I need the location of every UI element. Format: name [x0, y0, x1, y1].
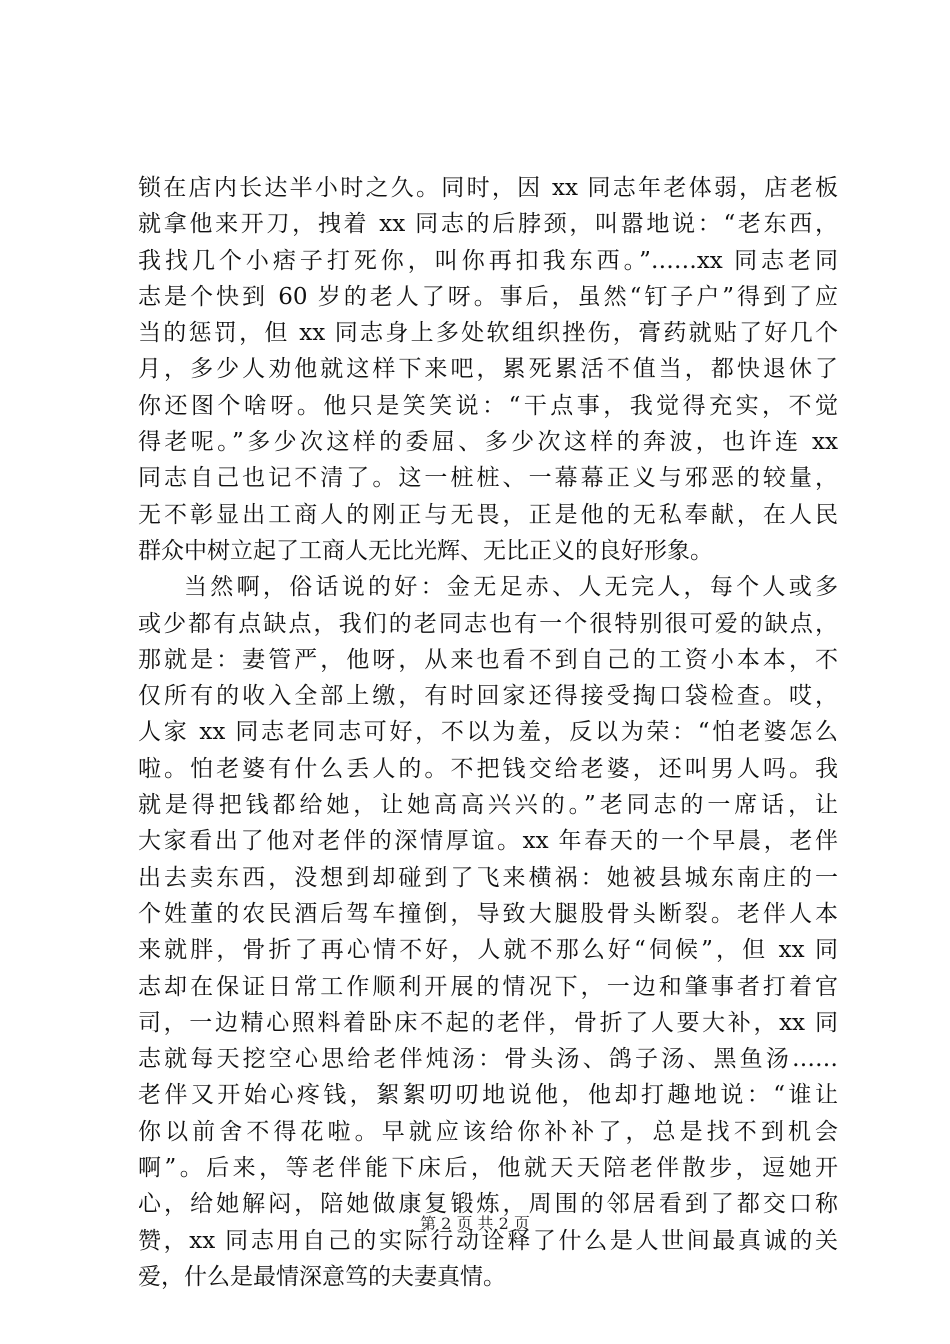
- text-line: 月，多少人劝他就这样下来吧，累死累活不值当，都快退休了: [138, 356, 838, 383]
- text-line: 仅所有的收入全部上缴，有时回家还得接受掏口袋检查。哎，: [138, 683, 838, 710]
- text-line: 赞，xx 同志用自己的实际行动诠释了什么是人世间最真诚的关: [138, 1227, 838, 1254]
- text-line: 你还图个啥呀。他只是笑笑说：“干点事，我觉得充实，不觉: [138, 392, 838, 419]
- text-line: 人家 xx 同志老同志可好，不以为羞，反以为荣：“怕老婆怎么: [138, 719, 838, 746]
- paragraph-end-line: 群众中树立起了工商人无比光辉、无比正义的良好形象。: [138, 537, 713, 564]
- text-line: 无不彰显出工商人的刚正与无畏，正是他的无私奉献，在人民: [138, 501, 838, 528]
- text-line: 心，给她解闷，陪她做康复锻炼，周围的邻居看到了都交口称: [138, 1191, 838, 1218]
- text-line: 志却在保证日常工作顺利开展的情况下，一边和肇事者打着官: [138, 973, 838, 1000]
- body-text: [138, 170, 838, 1295]
- paragraph-first-line: 当然啊，俗话说的好：金无足赤、人无完人，每个人或多: [184, 574, 838, 601]
- text-line: 得老呢。”多少次这样的委屈、多少次这样的奔波，也许连 xx: [138, 429, 838, 456]
- paragraph-end-line: 爱，什么是最情深意笃的夫妻真情。: [138, 1263, 506, 1290]
- text-line: 来就胖，骨折了再心情不好，人就不那么好“伺候”，但 xx 同: [138, 937, 838, 964]
- text-line: 同志自己也记不清了。这一桩桩、一幕幕正义与邪恶的较量，: [138, 465, 838, 492]
- text-line: 锁在店内长达半小时之久。同时，因 xx 同志年老体弱，店老板: [138, 175, 838, 201]
- text-line: 你以前舍不得花啦。早就应该给你补补了，总是找不到机会: [138, 1118, 838, 1145]
- text-line: 就拿他来开刀，拽着 xx 同志的后脖颈，叫嚣地说：“老东西，: [138, 211, 838, 238]
- text-line: 或少都有点缺点，我们的老同志也有一个很特别很可爱的缺点，: [138, 610, 838, 637]
- text-line: 就是得把钱都给她，让她高高兴兴的。”老同志的一席话，让: [138, 792, 838, 819]
- text-line: 啊”。后来，等老伴能下床后，他就天天陪老伴散步，逗她开: [138, 1155, 838, 1182]
- text-line: 个姓董的农民酒后驾车撞倒，导致大腿股骨头断裂。老伴人本: [138, 900, 838, 927]
- text-line: 啦。怕老婆有什么丢人的。不把钱交给老婆，还叫男人吗。我: [138, 755, 838, 782]
- text-line: 当的惩罚，但 xx 同志身上多处软组织挫伤，膏药就贴了好几个: [138, 320, 838, 347]
- text-line: 我找几个小痞子打死你，叫你再扣我东西。”……xx 同志老同: [138, 247, 838, 274]
- text-line: 那就是：妻管严，他呀，从来也看不到自己的工资小本本，不: [138, 646, 838, 673]
- text-line: 出去卖东西，没想到却碰到了飞来横祸：她被县城东南庄的一: [138, 864, 838, 891]
- text-line: 司，一边精心照料着卧床不起的老伴，骨折了人要大补，xx 同: [138, 1009, 838, 1036]
- page-number-footer: 第 2 页 共 2 页: [420, 1214, 530, 1233]
- text-line: 志就每天挖空心思给老伴炖汤：骨头汤、鸽子汤、黑鱼汤……: [138, 1046, 838, 1073]
- text-line: 志是个快到 60 岁的老人了呀。事后，虽然“钉子户”得到了应: [138, 283, 838, 310]
- text-line: 大家看出了他对老伴的深情厚谊。xx 年春天的一个早晨，老伴: [138, 828, 838, 855]
- text-line: 老伴又开始心疼钱，絮絮叨叨地说他，他却打趣地说：“谁让: [138, 1082, 838, 1109]
